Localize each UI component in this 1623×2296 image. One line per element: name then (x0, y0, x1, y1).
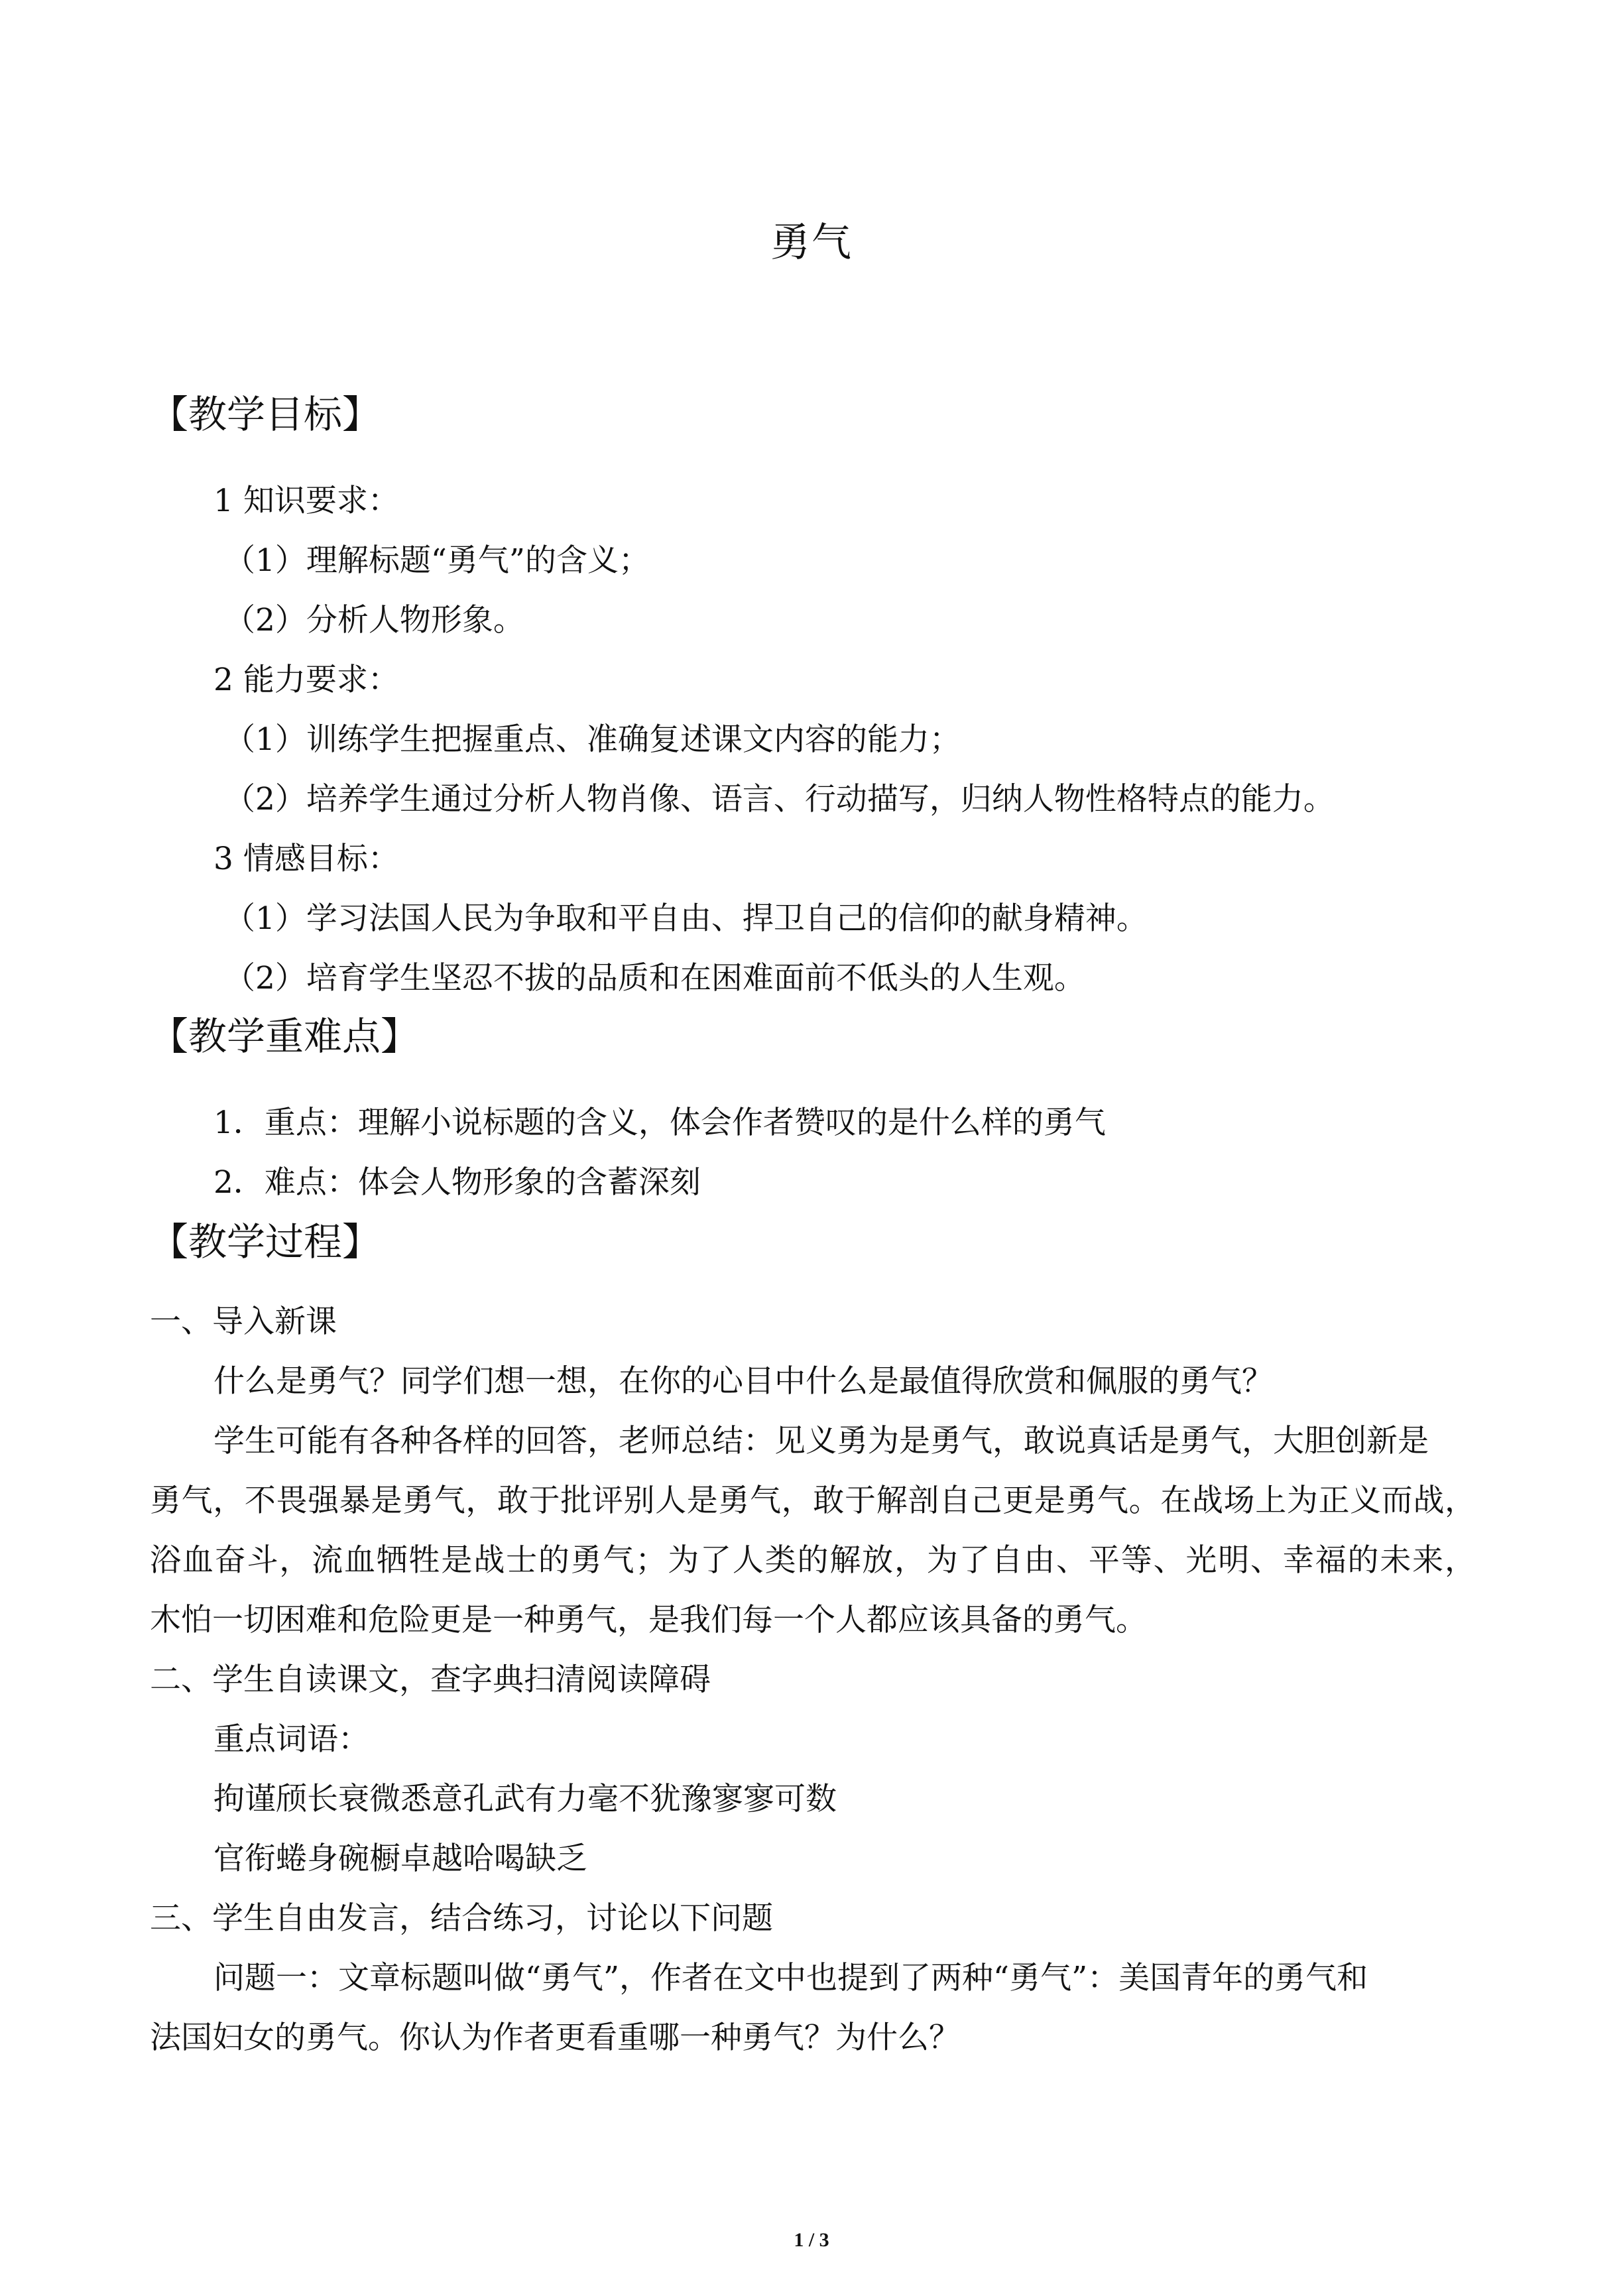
emotion-label: 3 情感目标： (213, 841, 399, 877)
step2-title: 二、学生自读课文，查字典扫清阅读障碍 (150, 1662, 711, 1698)
step3-question-line-2: 法国妇女的勇气。你认为作者更看重哪一种勇气？为什么？ (150, 2020, 960, 2056)
step1-question: 什么是勇气？同学们想一想，在你的心目中什么是最值得欣赏和佩服的勇气？ (213, 1363, 1273, 1400)
emotion-item-1: （1）学习法国人民为争取和平自由、捍卫自己的信仰的献身精神。 (224, 900, 1148, 937)
section-heading-objectives: 【教学目标】 (150, 392, 381, 437)
section-heading-key-points: 【教学重难点】 (150, 1014, 420, 1059)
step1-answer-line-3: 浴血奋斗，流血牺牲是战士的勇气；为了人类的解放，为了自由、平等、光明、幸福的未来， (150, 1542, 1476, 1579)
ability-item-1: （1）训练学生把握重点、准确复述课文内容的能力； (224, 721, 961, 758)
section-heading-process: 【教学过程】 (150, 1219, 381, 1264)
step3-title: 三、学生自由发言，结合练习，讨论以下问题 (150, 1900, 773, 1937)
vocab-label: 重点词语： (213, 1721, 369, 1758)
step3-question-line-1: 问题一：文章标题叫做“勇气”，作者在文中也提到了两种“勇气”：美国青年的勇气和 (213, 1960, 1368, 1996)
document-title: 勇气 (770, 219, 853, 266)
step1-answer-line-4: 木怕一切困难和危险更是一种勇气，是我们每一个人都应该具备的勇气。 (150, 1602, 1147, 1638)
step1-title: 一、导入新课 (150, 1303, 337, 1340)
ability-label: 2 能力要求： (213, 662, 399, 698)
step1-answer-line-1: 学生可能有各种各样的回答，老师总结：见义勇为是勇气，敢说真话是勇气，大胆创新是 (213, 1423, 1429, 1459)
vocab-line-1: 拘谨颀长衰微悉意孔武有力毫不犹豫寥寥可数 (213, 1781, 837, 1817)
ability-item-2: （2）培养学生通过分析人物肖像、语言、行动描写，归纳人物性格特点的能力。 (224, 781, 1335, 817)
emotion-item-2: （2）培育学生坚忍不拔的品质和在困难面前不低头的人生观。 (224, 960, 1085, 997)
key-point-item-2: 2．难点：体会人物形象的含蓄深刻 (213, 1164, 701, 1201)
knowledge-item-2: （2）分析人物形象。 (224, 602, 524, 638)
step1-answer-line-2: 勇气，不畏强暴是勇气，敢于批评别人是勇气，敢于解剖自己更是勇气。在战场上为正义而战， (150, 1482, 1476, 1519)
knowledge-item-1: （1）理解标题“勇气”的含义； (224, 542, 650, 579)
page-number: 1 / 3 (794, 2229, 829, 2251)
knowledge-label: 1 知识要求： (213, 483, 399, 519)
vocab-line-2: 官衔蜷身碗橱卓越哈喝缺乏 (213, 1841, 587, 1877)
key-point-item-1: 1．重点：理解小说标题的含义，体会作者赞叹的是什么样的勇气 (213, 1105, 1106, 1141)
